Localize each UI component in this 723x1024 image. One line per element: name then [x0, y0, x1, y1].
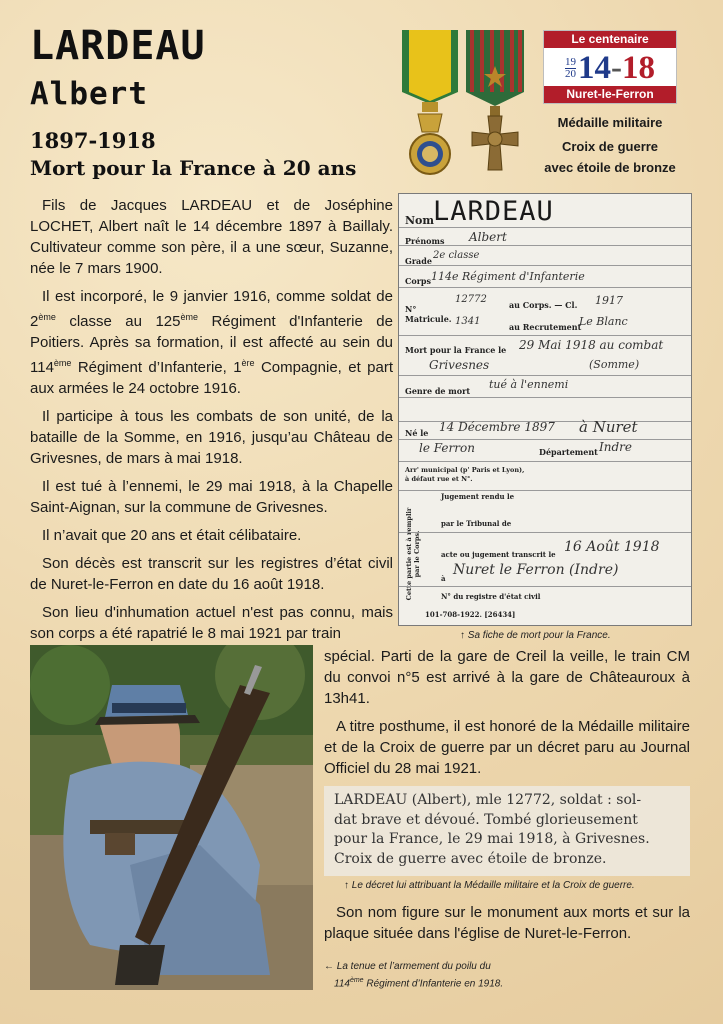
decree-clipping	[324, 786, 690, 876]
bio-paragraph-5: Il n’avait que 20 ans et était célibataire.	[42, 527, 302, 544]
bio-paragraph-2: Il est incorporé, le 9 janvier 1916, comme soldat de 2ème classe au 125ème Régiment d'Infanterie de Poitiers. Après sa formation, il est affecté au sein du 114ème Régiment d’Infanterie, 1ère Compagnie, et part aux armées le 24 octobre 1916.	[30, 288, 393, 397]
fiche-ne-value: 14 Décembre 1897	[439, 420, 555, 434]
fiche-acte-label: acte ou jugement transcrit le	[441, 550, 556, 559]
medaille-militaire-icon	[400, 30, 460, 178]
bio-paragraph-4: Il est tué à l’ennemi, le 29 mai 1918, à la Chapelle Saint-Aignan, sur la commune de Grivesnes.	[30, 478, 393, 516]
fiche-departement-label: Département	[539, 447, 598, 457]
poilu-photo	[30, 645, 313, 990]
photo-caption	[324, 960, 624, 991]
fiche-a-value: Nuret le Ferron (Indre)	[453, 562, 619, 578]
logo-date-18: 18	[622, 50, 655, 86]
photo-caption-line-1: ← La tenue et l’armement du poilu du	[324, 961, 491, 972]
decree-line-2: dat brave et dévoué. Tombé glorieusement	[334, 811, 638, 828]
fiche-ne-label: Né le	[405, 428, 429, 438]
years: 1897-1918	[30, 128, 156, 153]
fiche-prenoms-value: Albert	[469, 230, 507, 244]
fiche-registre-label: N° du registre d'état civil	[441, 592, 541, 601]
fiche-acte-value: 16 Août 1918	[564, 539, 660, 555]
fiche-grade-label: Grade	[405, 256, 432, 266]
monument-paragraph-wrap	[324, 902, 690, 951]
fiche-prenoms-label: Prénoms	[405, 236, 445, 246]
fiche-genre-label: Genre de mort	[405, 386, 471, 396]
fiche-arrondissement-label: Arr' municipal (p' Paris et Lyon), à défaut rue et N°.	[405, 466, 525, 483]
bio-paragraph-1: Fils de Jacques LARDEAU et de Joséphine LOCHET, Albert naît le 14 décembre 1897 à Baillaly. Cultivateur comme son père, il a une sœur, Suzanne, née le 7 mars 1900.	[30, 197, 393, 277]
fiche-au-corps-value: 12772	[455, 294, 487, 305]
tagline: Mort pour la France à 20 ans	[30, 156, 357, 180]
fiche-mort-dept: (Somme)	[589, 358, 640, 371]
logo-dash: -	[611, 50, 622, 86]
decree-line-4: Croix de guerre avec étoile de bronze.	[334, 850, 607, 867]
fiche-side-label: Cette partie est à remplir par le Corps.	[405, 507, 421, 601]
firstname-title: Albert	[30, 76, 148, 112]
decree-line-1: LARDEAU (Albert), mle 12772, soldat : sol-	[334, 792, 642, 808]
bio-paragraph-8: A titre posthume, il est honoré de la Médaille militaire et de la Croix de guerre par un décret paru au Journal Officiel du 28 mai 1921.	[324, 718, 690, 777]
fiche-recrutement-label: au Recrutement	[509, 322, 582, 332]
medal-caption-2: Croix de guerre	[561, 139, 659, 154]
biography-column	[30, 195, 393, 644]
fiche-jugement-label: Jugement rendu le	[441, 492, 515, 501]
fiche-a-label: à	[441, 574, 446, 583]
logo-date-14: 14	[578, 50, 611, 86]
medals-caption	[528, 112, 692, 178]
fiche-departement-value: Indre	[599, 440, 632, 454]
fiche-mort-lieu: Grivesnes	[429, 358, 490, 372]
logo-dates	[544, 49, 676, 87]
fiche-mort-pour-la-france	[398, 193, 692, 626]
croix-de-guerre-icon	[464, 30, 526, 178]
fiche-tribunal-label: par le Tribunal de	[441, 519, 512, 528]
fiche-genre-value: tué à l'ennemi	[489, 378, 569, 391]
lower-right-column	[324, 646, 690, 786]
centenaire-logo	[543, 30, 677, 104]
fiche-corps-value: 114e Régiment d'Infanterie	[431, 270, 585, 283]
fiche-mort-label: Mort pour la France le	[405, 345, 507, 355]
fiche-nom-label: Nom	[405, 214, 435, 227]
bio-paragraph-6: Son décès est transcrit sur les registres d’état civil de Nuret-le-Ferron en date du 16 août 1918.	[30, 555, 393, 593]
logo-bottom-text: Nuret-le-Ferron	[544, 86, 676, 103]
fiche-au-corps-label: au Corps. — Cl.	[509, 300, 578, 310]
fiche-classe-value: 1917	[595, 294, 623, 307]
fiche-caption: ↑ Sa fiche de mort pour la France.	[460, 630, 611, 641]
medal-caption-3: avec étoile de bronze	[544, 160, 676, 175]
fiche-mort-value: 29 Mai 1918 au combat	[519, 338, 664, 352]
decree-caption: ↑ Le décret lui attribuant la Médaille militaire et la Croix de guerre.	[344, 880, 635, 891]
fiche-ne-commune: le Ferron	[419, 441, 475, 455]
bio-paragraph-3: Il participe à tous les combats de son unité, de la bataille de la Somme, en 1916, jusqu’au Château de Grivesnes, de mars à mai 1918.	[30, 408, 393, 467]
fiche-ne-place: à Nuret	[579, 418, 638, 436]
logo-date-small-bottom: 20	[565, 67, 576, 80]
fiche-matricule-label: N° Matricule.	[405, 304, 452, 324]
fiche-corps-label: Corps	[405, 276, 432, 286]
fiche-footer: 101-708-1922. [26434]	[425, 610, 516, 619]
fiche-grade-value: 2e classe	[433, 250, 480, 261]
fiche-recrutement-place: Le Blanc	[579, 315, 628, 328]
photo-caption-line-2: 114ème Régiment d’Infanterie en 1918.	[334, 977, 504, 990]
fiche-recrutement-value: 1341	[455, 316, 481, 327]
logo-date-small-top: 19	[565, 55, 576, 68]
bio-paragraph-7b: spécial. Parti de la gare de Creil la veille, le train CM du convoi n°5 est arrivé à la gare de Châteauroux à 13h41.	[324, 648, 690, 707]
logo-top-text: Le centenaire	[544, 31, 676, 48]
fiche-nom-value: LARDEAU	[433, 196, 554, 227]
medal-caption-1: Médaille militaire	[557, 115, 663, 130]
bio-paragraph-7a: Son lieu d'inhumation actuel n'est pas connu, mais son corps a été rapatrié le 8 mai 1921 par train	[30, 604, 393, 642]
bio-paragraph-9: Son nom figure sur le monument aux morts et sur la plaque située dans l'église de Nuret-le-Ferron.	[324, 904, 690, 942]
surname-title: LARDEAU	[30, 23, 206, 69]
decree-line-3: pour la France, le 29 mai 1918, à Grivesnes.	[334, 831, 650, 847]
